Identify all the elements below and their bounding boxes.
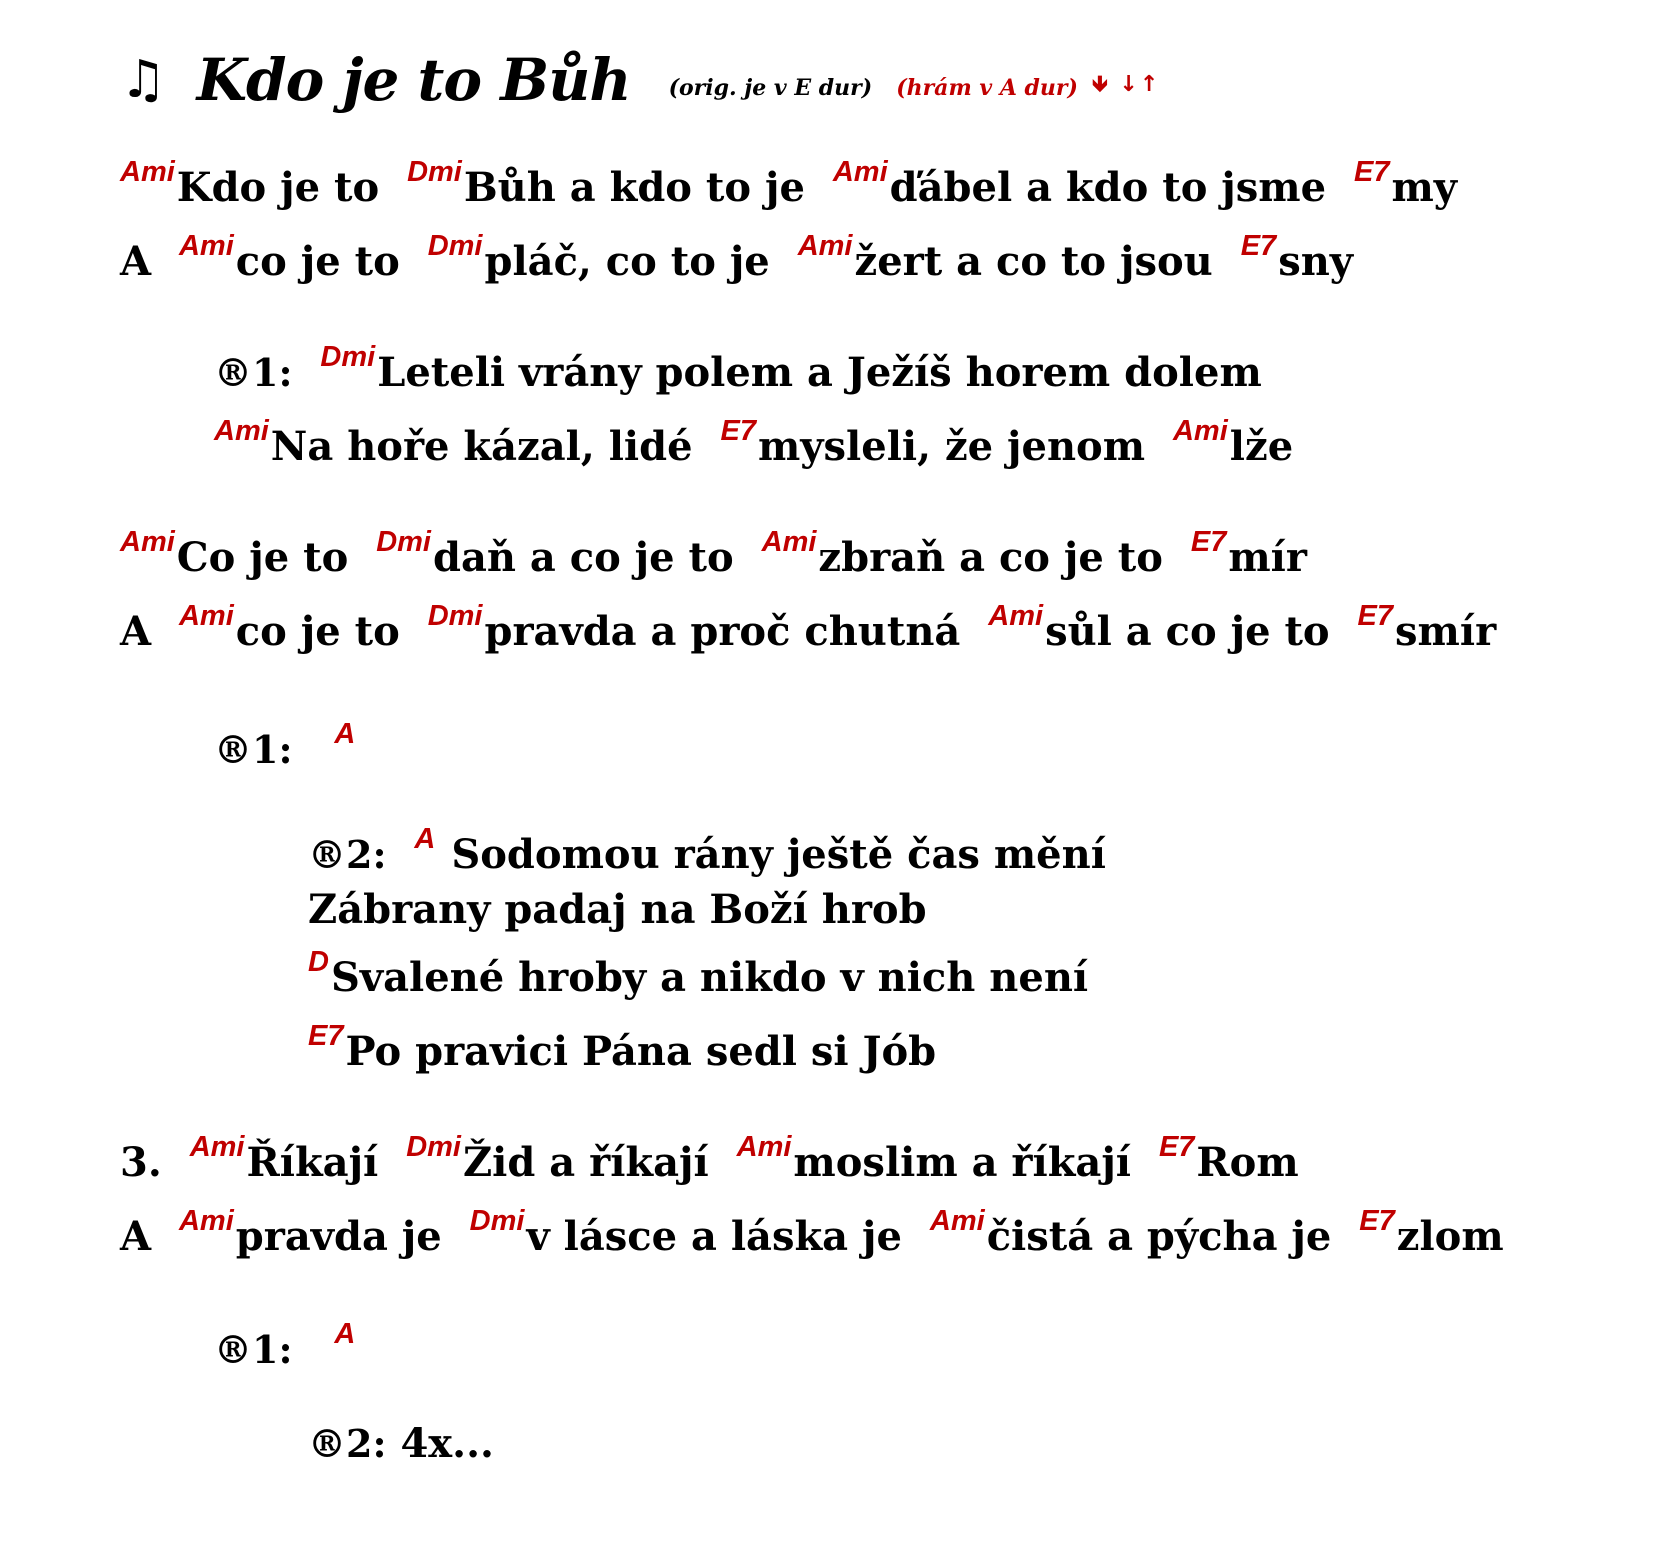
lyric: A — [120, 608, 152, 655]
lyric: Na hoře kázal, lidé — [270, 423, 693, 470]
lyric: Co je to — [176, 534, 349, 581]
chorus-label: ®2: — [308, 1421, 387, 1466]
chord: A — [334, 1318, 356, 1350]
chorus1-reference — [214, 718, 357, 772]
chord: A — [334, 718, 356, 750]
lyric: Svalené hroby a nikdo v nich není — [330, 954, 1089, 1001]
chord: Ami — [797, 230, 853, 262]
chord: Dmi — [320, 341, 376, 373]
lyric: co je to — [235, 608, 400, 655]
transpose-arrows-icon[interactable]: 🡻 ↓↑ — [1091, 72, 1161, 97]
chord: Ami — [988, 600, 1044, 632]
lyric: pravda a proč chutná — [484, 608, 961, 655]
chord: E7 — [720, 415, 756, 447]
verse3-line1 — [120, 1131, 1299, 1186]
chord: E7 — [1357, 600, 1394, 632]
chord: Ami — [178, 1205, 234, 1237]
lyric: v lásce a láska je — [526, 1213, 902, 1260]
lyric: žert a co to jsou — [854, 238, 1213, 285]
lyric: pláč, co to je — [484, 238, 770, 285]
chorus2-line4 — [308, 1020, 937, 1075]
chorus2-line1 — [308, 823, 1106, 878]
chord: Ami — [178, 230, 234, 262]
lyric: moslim a říkají — [793, 1139, 1131, 1186]
verse2-line1 — [120, 526, 1307, 581]
lyric: Kdo je to — [176, 164, 380, 211]
verse2-line2 — [120, 600, 1497, 655]
chord: Ami — [189, 1131, 245, 1163]
verse-number: 3. — [120, 1139, 162, 1186]
verse1-line1 — [120, 156, 1458, 211]
chorus2-line2 — [308, 886, 927, 933]
lyric: A — [120, 1213, 152, 1260]
lyric: sůl a co je to — [1045, 608, 1330, 655]
chord: E7 — [1240, 230, 1277, 262]
lyric: lže — [1229, 423, 1294, 470]
chord: E7 — [308, 1020, 344, 1052]
verse3-line2 — [120, 1205, 1504, 1260]
chord: A — [414, 823, 436, 855]
lyric: my — [1391, 164, 1458, 211]
chord: Dmi — [406, 1131, 461, 1163]
chorus-label: ®1: — [214, 1327, 293, 1372]
chord: Ami — [120, 156, 175, 188]
chord: Ami — [736, 1131, 792, 1163]
chord: Dmi — [469, 1205, 525, 1237]
lyric: A — [120, 238, 152, 285]
chord: Dmi — [427, 230, 483, 262]
chorus-label: ®2: — [308, 832, 387, 877]
chord: E7 — [1158, 1131, 1195, 1163]
chorus-label: ®1: — [214, 350, 293, 395]
title-row — [120, 40, 1160, 120]
chord: Ami — [929, 1205, 985, 1237]
playing-key: (hrám v A dur) — [896, 75, 1078, 101]
song-title: Kdo je to Bůh — [196, 46, 631, 114]
chord: Ami — [832, 156, 888, 188]
repeat-text: 4x... — [400, 1420, 494, 1467]
chord: Ami — [120, 526, 175, 558]
chord: E7 — [1354, 156, 1390, 188]
lyric: ďábel a kdo to jsme — [889, 164, 1327, 211]
chord: Dmi — [407, 156, 462, 188]
lyric: daň a co je to — [432, 534, 734, 581]
chord: E7 — [1359, 1205, 1395, 1237]
verse1-line2 — [120, 230, 1354, 285]
chord: D — [308, 946, 329, 978]
chorus-label: ®1: — [214, 727, 293, 772]
chord: Dmi — [427, 600, 483, 632]
chorus2-reference — [308, 1420, 494, 1467]
lyric: mysleli, že jenom — [757, 423, 1146, 470]
lyric: pravda je — [235, 1213, 442, 1260]
lyric: Bůh a kdo to je — [463, 164, 805, 211]
lyric: Leteli vrány polem a Ježíš horem dolem — [377, 349, 1262, 396]
chorus2-line3 — [308, 946, 1089, 1001]
lyric: Po pravici Pána sedl si Jób — [345, 1028, 937, 1075]
lyric: sny — [1278, 238, 1354, 285]
lyric: Zábrany padaj na Boží hrob — [308, 886, 927, 933]
chorus1-reference-2 — [214, 1318, 357, 1372]
lyric: zlom — [1396, 1213, 1504, 1260]
chord: Ami — [1172, 415, 1228, 447]
music-note-icon: ♫ — [120, 50, 167, 110]
chorus1-line1 — [214, 341, 1262, 396]
lyric: Říkají — [246, 1139, 379, 1186]
lyric: Rom — [1196, 1139, 1299, 1186]
chord: Ami — [761, 526, 817, 558]
lyric: mír — [1228, 534, 1307, 581]
lyric: zbraň a co je to — [818, 534, 1163, 581]
lyric: smír — [1395, 608, 1497, 655]
lyric: Sodomou rány ještě čas mění — [451, 831, 1106, 878]
lyric: co je to — [235, 238, 400, 285]
chord: Ami — [214, 415, 269, 447]
original-key: (orig. je v E dur) — [668, 75, 873, 101]
chord: Ami — [178, 600, 234, 632]
lyric: Žid a říkají — [462, 1139, 709, 1186]
lyric: čistá a pýcha je — [986, 1213, 1332, 1260]
chord: Dmi — [376, 526, 431, 558]
chorus1-line2 — [214, 415, 1294, 470]
chord: E7 — [1190, 526, 1227, 558]
